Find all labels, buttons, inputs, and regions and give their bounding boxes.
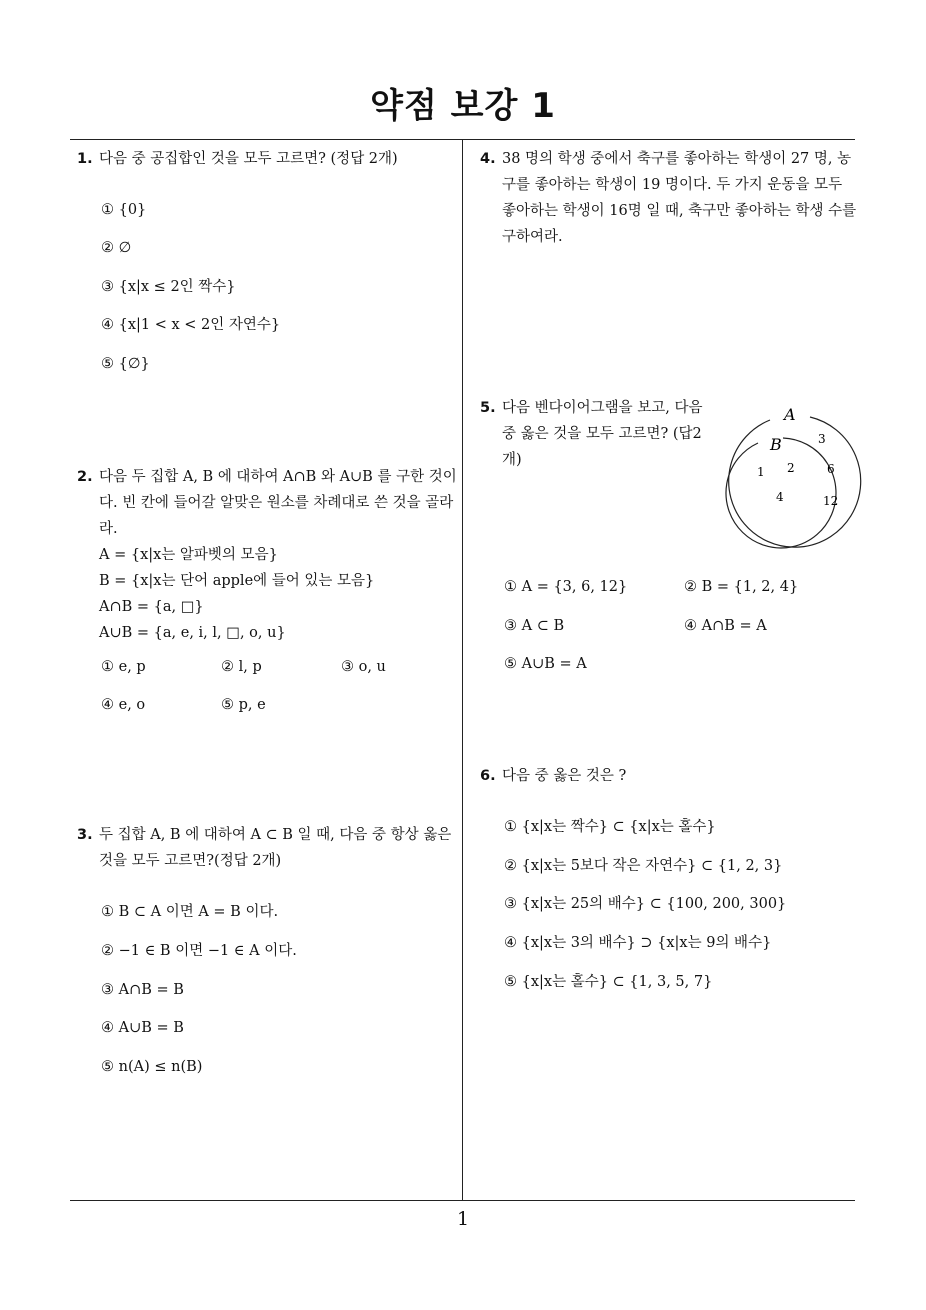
question-text: 다음 중 공집합인 것을 모두 고르면? (정답 2개)	[99, 151, 398, 167]
question-stem	[77, 822, 457, 874]
page-title: 약점 보강 1	[370, 86, 556, 126]
option-4[interactable]: ④ e, o	[101, 697, 146, 713]
question-stem	[480, 146, 860, 250]
question-stem	[480, 395, 710, 473]
question-stem	[77, 146, 447, 172]
option-2[interactable]: ② −1 ∈ B 이면 −1 ∈ A 이다.	[101, 943, 297, 959]
options	[77, 874, 457, 1074]
element: 12	[823, 494, 839, 508]
question-5-options	[480, 574, 860, 684]
option-4[interactable]: ④ A∩B = A	[684, 618, 767, 634]
option-1[interactable]: ① {0}	[101, 202, 147, 218]
option-2[interactable]: ② B = {1, 2, 4}	[684, 579, 799, 595]
option-5[interactable]: ⑤ {x|x는 홀수} ⊂ {1, 3, 5, 7}	[504, 974, 713, 990]
option-5[interactable]: ⑤ n(A) ≤ n(B)	[101, 1059, 203, 1075]
question-text: 다음 두 집합 A, B 에 대하여 A∩B 와 A∪B 를 구한 것이다. 빈 칸에 들어갈 알맞은 원소를 차례대로 쓴 것을 골라라.	[99, 469, 457, 537]
question-number: 2.	[77, 469, 93, 485]
option-2[interactable]: ② {x|x는 5보다 작은 자연수} ⊂ {1, 2, 3}	[504, 858, 783, 874]
question-text: 38 명의 학생 중에서 축구를 좋아하는 학생이 27 명, 농구를 좋아하는 학생이 19 명이다. 두 가지 운동을 모두 좋아하는 학생이 16명 일 때, 축구만 좋아하는 학생 수를 구하여라.	[502, 151, 857, 245]
set-b-label: B	[770, 435, 782, 454]
option-5[interactable]: ⑤ A∪B = A	[504, 656, 587, 672]
option-2[interactable]: ② ∅	[101, 240, 132, 256]
question-3	[77, 822, 457, 1074]
question-number: 4.	[480, 151, 496, 167]
set-a-circle	[729, 417, 861, 547]
question-stem	[480, 763, 860, 789]
set-line: B = {x|x는 단어 apple에 들어 있는 모음}	[99, 573, 375, 589]
option-2[interactable]: ② l, p	[221, 659, 262, 675]
question-text: 두 집합 A, B 에 대하여 A ⊂ B 일 때, 다음 중 항상 옳은 것을 모두 고르면?(정답 2개)	[99, 827, 452, 869]
option-1[interactable]: ① e, p	[101, 659, 146, 675]
option-1[interactable]: ① {x|x는 짝수} ⊂ {x|x는 홀수}	[504, 819, 716, 835]
element: 2	[787, 461, 795, 475]
options	[77, 646, 457, 726]
question-text: 다음 중 옳은 것은 ?	[502, 768, 627, 784]
option-4[interactable]: ④ {x|x는 3의 배수} ⊃ {x|x는 9의 배수}	[504, 935, 772, 951]
question-number: 3.	[77, 827, 93, 843]
question-number: 1.	[77, 151, 93, 167]
option-4[interactable]: ④ {x|1 < x < 2인 자연수}	[101, 317, 281, 333]
option-3[interactable]: ③ A∩B = B	[101, 982, 184, 998]
option-4[interactable]: ④ A∪B = B	[101, 1020, 184, 1036]
set-a-label: A	[784, 405, 796, 424]
option-3[interactable]: ③ {x|x ≤ 2인 짝수}	[101, 279, 236, 295]
option-3[interactable]: ③ {x|x는 25의 배수} ⊂ {100, 200, 300}	[504, 896, 787, 912]
option-1[interactable]: ① B ⊂ A 이면 A = B 이다.	[101, 904, 279, 920]
question-number: 5.	[480, 400, 496, 416]
question-4	[480, 146, 860, 250]
option-5[interactable]: ⑤ p, e	[221, 697, 266, 713]
set-line: A∩B = {a, □}	[99, 599, 204, 615]
option-1[interactable]: ① A = {3, 6, 12}	[504, 579, 628, 595]
question-5	[480, 395, 710, 473]
element: 3	[818, 432, 826, 446]
element: 1	[757, 465, 765, 479]
page-number: 1	[456, 1208, 470, 1230]
question-stem	[77, 464, 457, 542]
set-definitions	[77, 542, 457, 646]
option-5[interactable]: ⑤ {∅}	[101, 356, 150, 372]
options	[480, 789, 860, 989]
bottom-rule	[70, 1200, 855, 1201]
set-line: A∪B = {a, e, i, l, □, o, u}	[99, 625, 286, 641]
question-number: 6.	[480, 768, 496, 784]
question-6	[480, 763, 860, 989]
venn-diagram	[720, 402, 870, 550]
question-text: 다음 벤다이어그램을 보고, 다음 중 옳은 것을 모두 고르면? (답2개)	[502, 400, 703, 468]
option-3[interactable]: ③ A ⊂ B	[504, 618, 565, 634]
options	[77, 172, 447, 372]
element: 4	[776, 490, 784, 504]
element: 6	[827, 462, 835, 476]
set-line: A = {x|x는 알파벳의 모음}	[99, 547, 278, 563]
option-3[interactable]: ③ o, u	[341, 659, 386, 675]
column-divider	[462, 140, 463, 1201]
venn-svg	[720, 402, 870, 550]
question-1	[77, 146, 447, 372]
question-2	[77, 464, 457, 726]
